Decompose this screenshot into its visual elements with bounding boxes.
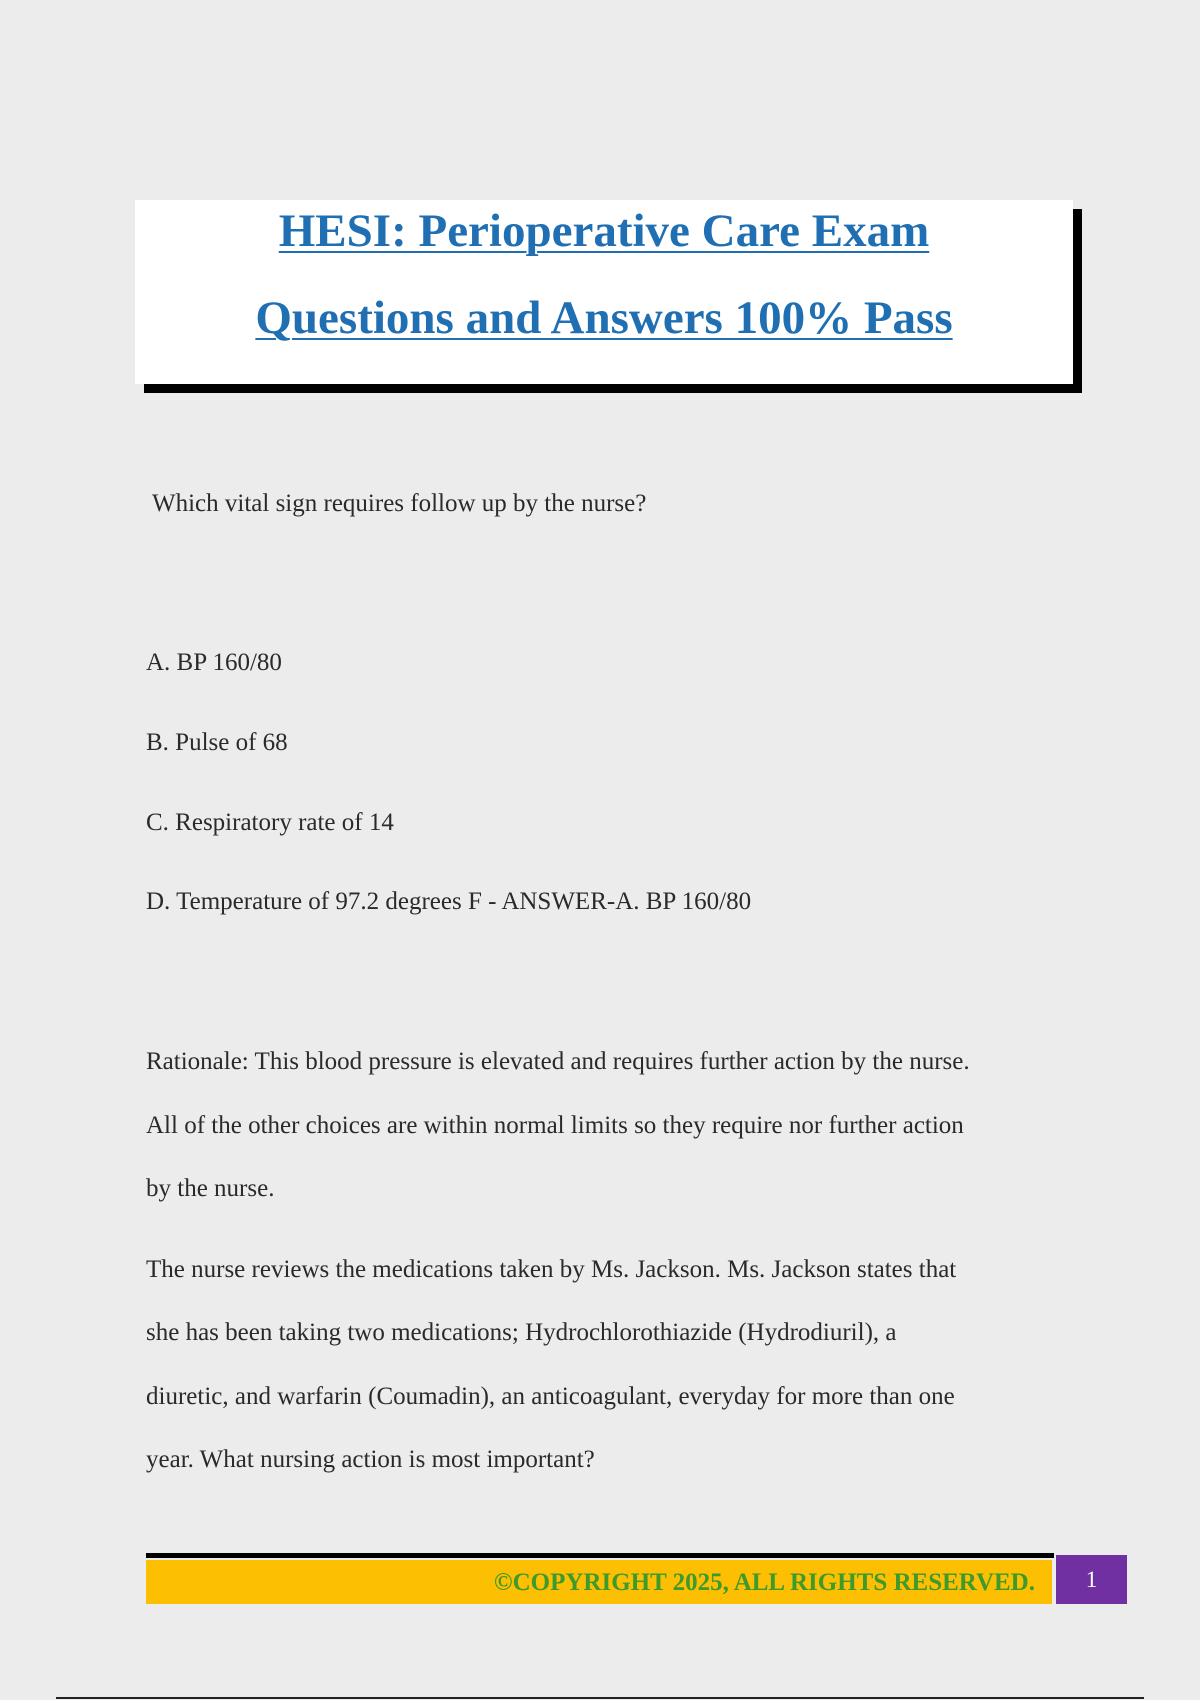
- page-number-box: [1056, 1555, 1127, 1604]
- footer-rule: [146, 1553, 1054, 1558]
- question-2-stem-line-4: year. What nursing action is most important?: [146, 1446, 595, 1473]
- question-1-stem: Which vital sign requires follow up by the nurse?: [152, 490, 647, 517]
- copyright-text: ©COPYRIGHT 2025, ALL RIGHTS RESERVED.: [493, 1569, 1035, 1596]
- question-1-option-d-answer: D. Temperature of 97.2 degrees F - ANSWER-A. BP 160/80: [146, 888, 752, 915]
- page-bottom-rule: [56, 1697, 1144, 1699]
- question-2-stem-line-2: she has been taking two medications; Hydrochlorothiazide (Hydrodiuril), a: [146, 1319, 897, 1346]
- page-number: 1: [1085, 1567, 1098, 1592]
- rationale-line-3: by the nurse.: [146, 1175, 275, 1202]
- question-2-stem-line-1: The nurse reviews the medications taken by Ms. Jackson. Ms. Jackson states that: [146, 1256, 957, 1283]
- question-1-option-c: C. Respiratory rate of 14: [146, 809, 394, 836]
- question-2-stem-line-3: diuretic, and warfarin (Coumadin), an anticoagulant, everyday for more than one: [146, 1383, 955, 1410]
- document-title-line-2: Questions and Answers 100% Pass: [255, 292, 953, 344]
- rationale-line-2: All of the other choices are within normal limits so they require nor further action: [146, 1112, 964, 1139]
- footer-copyright-bar: [146, 1560, 1052, 1604]
- question-1-option-b: B. Pulse of 68: [146, 729, 288, 756]
- title-box: [135, 200, 1073, 384]
- rationale-line-1: Rationale: This blood pressure is elevated and requires further action by the nurse.: [146, 1048, 970, 1075]
- document-title-line-1: HESI: Perioperative Care Exam: [278, 205, 930, 257]
- question-1-option-a: A. BP 160/80: [146, 649, 282, 676]
